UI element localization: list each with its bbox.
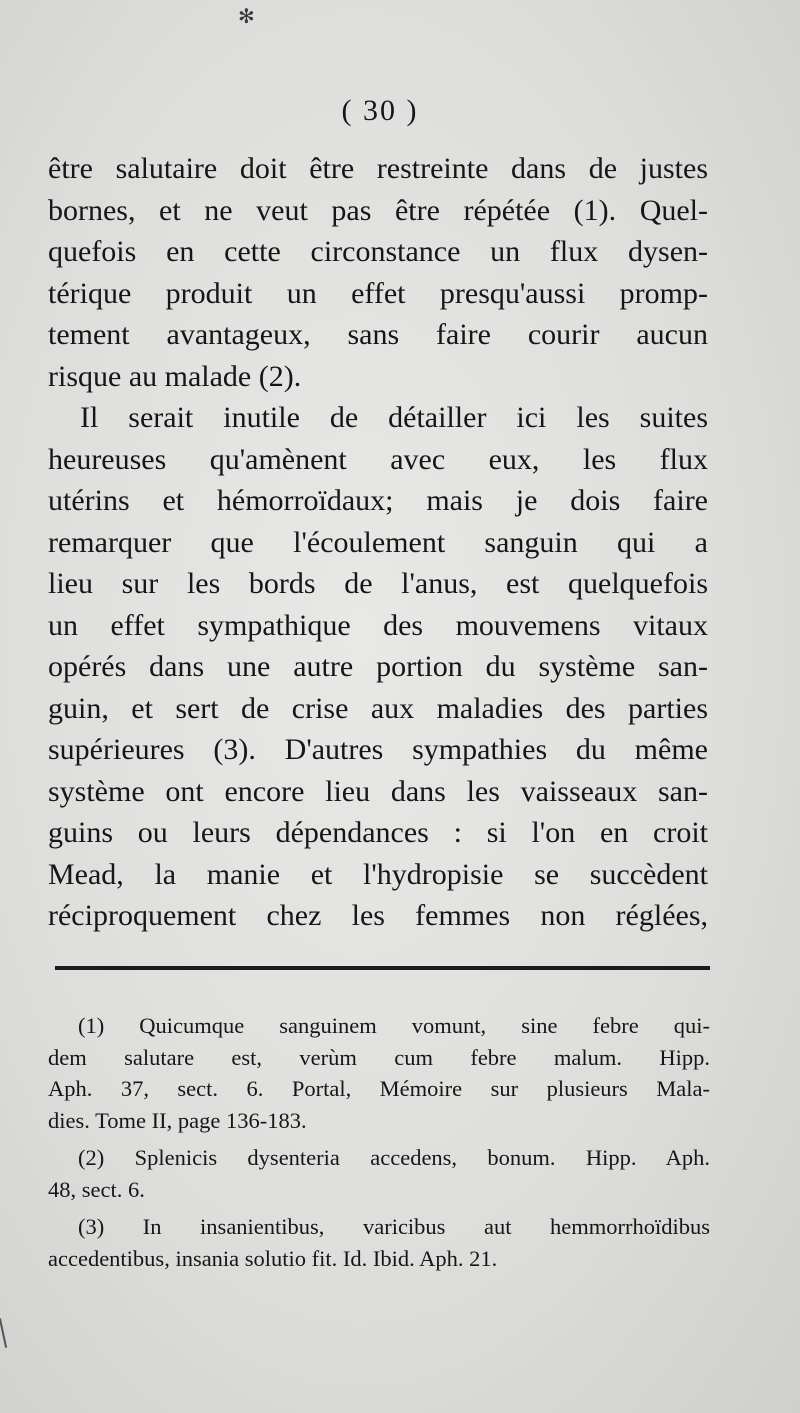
text-line: térique produit un effet presqu'aussi promp- xyxy=(48,276,708,310)
footnote-line: Aph. 37, sect. 6. Portal, Mémoire sur plusieurs Mala- xyxy=(48,1076,710,1101)
footnote-line: dies. Tome II, page 136-183. xyxy=(48,1107,307,1133)
text-line: tement avantageux, sans faire courir aucun xyxy=(48,318,708,351)
text-line: un effet sympathique des mouvemens vitaux xyxy=(48,608,708,642)
page-edge-mark xyxy=(0,1318,7,1348)
text-line: quefois en cette circonstance un flux dysen- xyxy=(48,235,708,268)
text-line: opérés dans une autre portion du système san- xyxy=(48,650,708,683)
footnote-line: accedentibus, insania solutio fit. Id. Ibid. Aph. 21. xyxy=(48,1245,498,1271)
text-line: réciproquement chez les femmes non réglées, xyxy=(48,899,708,932)
text-line: Il serait inutile de détailler ici les suites xyxy=(80,401,708,434)
footnote-line: dem salutare est, verùm cum febre malum. Hipp. xyxy=(48,1044,710,1070)
footnote-line: 48, sect. 6. xyxy=(48,1176,145,1202)
text-line: Mead, la manie et l'hydropisie se succèdent xyxy=(48,857,708,891)
text-line: remarquer que l'écoulement sanguin qui a xyxy=(48,525,708,559)
text-line: guin, et sert de crise aux maladies des parties xyxy=(48,691,708,725)
page-number: ( 30 ) xyxy=(341,94,419,127)
footnote-divider xyxy=(55,966,710,970)
text-line: être salutaire doit être restreinte dans de justes xyxy=(48,152,708,185)
footnote-line: (3) In insanientibus, varicibus aut hemmorrhoïdibus xyxy=(78,1214,710,1239)
text-line: utérins et hémorroïdaux; mais je dois faire xyxy=(48,484,708,517)
footnote-line: (2) Splenicis dysenteria accedens, bonum. Hipp. Aph. xyxy=(78,1145,710,1170)
text-line: supérieures (3). D'autres sympathies du même xyxy=(48,733,708,766)
footnote-line: (1) Quicumque sanguinem vomunt, sine febre qui- xyxy=(78,1013,710,1038)
footnotes xyxy=(48,1010,710,1274)
text-line: risque au malade (2). xyxy=(48,359,302,393)
text-line: guins ou leurs dépendances : si l'on en croit xyxy=(48,816,708,849)
main-text xyxy=(48,148,708,937)
printer-mark: ✻ xyxy=(238,6,255,28)
text-line: lieu sur les bords de l'anus, est quelquefois xyxy=(48,567,708,600)
text-line: système ont encore lieu dans les vaisseaux san- xyxy=(48,774,708,808)
text-line: bornes, et ne veut pas être répétée (1). Quel- xyxy=(48,193,708,227)
text-line: heureuses qu'amènent avec eux, les flux xyxy=(48,442,708,476)
